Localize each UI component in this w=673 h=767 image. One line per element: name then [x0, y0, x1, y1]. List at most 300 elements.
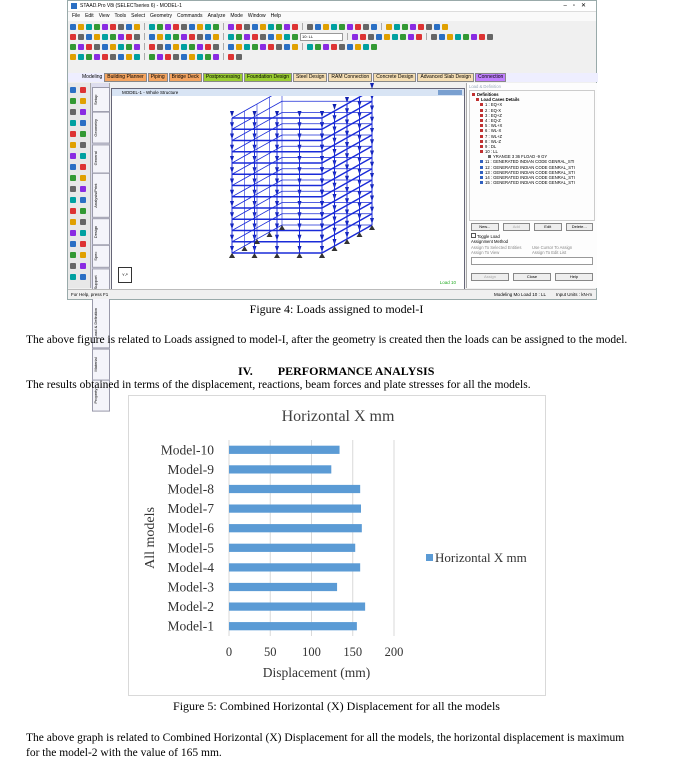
toolbar-tool-icon[interactable]: [228, 34, 234, 40]
left-tool-icon[interactable]: [80, 186, 86, 192]
toolbar-tool-icon[interactable]: [70, 34, 76, 40]
toolbar-tool-icon[interactable]: [118, 24, 124, 30]
toolbar-tool-icon[interactable]: [307, 44, 313, 50]
tree-node-icon: [480, 176, 483, 179]
page-control-tabs: [91, 83, 110, 404]
left-tool-icon[interactable]: [70, 164, 76, 170]
toolbar-tool-icon[interactable]: [94, 44, 100, 50]
tree-item-label: 13 : GENERATED INDIAN CODE GENRAL_STI: [485, 169, 575, 175]
left-tool-icon[interactable]: [80, 87, 86, 93]
load-arrow: [298, 111, 302, 117]
bar-model-6: [229, 524, 362, 532]
left-tool-icon[interactable]: [80, 219, 86, 225]
toolbar-tool-icon[interactable]: [213, 24, 219, 30]
toolbar-tool-icon[interactable]: [94, 54, 100, 60]
tree-node-icon: [480, 114, 483, 117]
toolbar-separator: [223, 23, 224, 30]
toolbar-tool-icon[interactable]: [292, 34, 298, 40]
assign-list-field[interactable]: [471, 257, 593, 265]
menu-item-window[interactable]: Window: [247, 13, 266, 19]
menu-item-edit[interactable]: Edit: [85, 13, 94, 19]
left-tool-icon[interactable]: [70, 208, 76, 214]
toolbar-tool-icon[interactable]: [86, 34, 92, 40]
toolbar-tool-icon[interactable]: [410, 24, 416, 30]
toolbar-tool-icon[interactable]: [347, 44, 353, 50]
workspace-tab[interactable]: Piping: [148, 73, 168, 82]
tree-item-label: 3 : EQ+Z: [485, 112, 502, 118]
workspace-tab[interactable]: RAM Connection: [328, 73, 372, 82]
left-tool-icon[interactable]: [70, 153, 76, 159]
toolbar-tool-icon[interactable]: [110, 24, 116, 30]
toolbar-tool-icon[interactable]: [252, 34, 258, 40]
workspace-tab[interactable]: Connection: [475, 73, 506, 82]
toolbar-tool-icon[interactable]: [284, 34, 290, 40]
toolbar-tool-icon[interactable]: [418, 24, 424, 30]
workspace-tab[interactable]: Postprocessing: [203, 73, 243, 82]
toolbar-tool-icon[interactable]: [331, 24, 337, 30]
legend-label: Horizontal X mm: [435, 550, 527, 565]
toolbar-tool-icon[interactable]: [276, 44, 282, 50]
menu-bar: [68, 12, 596, 21]
toolbar-tool-icon[interactable]: [431, 34, 437, 40]
section-heading: [238, 364, 434, 379]
y-tick-label: Model-7: [167, 501, 214, 517]
menu-item-commands[interactable]: Commands: [176, 13, 203, 19]
toolbar-tool-icon[interactable]: [355, 24, 361, 30]
toolbar-tool-icon[interactable]: [118, 54, 124, 60]
page-control-tab[interactable]: Analysis/Print: [92, 173, 110, 218]
toolbar-tool-icon[interactable]: [149, 44, 155, 50]
toolbar-separator: [223, 53, 224, 60]
tree-item-label: 4 : EQ-Z: [485, 117, 501, 123]
toolbar-tool-icon[interactable]: [94, 24, 100, 30]
toolbar-tool-icon[interactable]: [173, 54, 179, 60]
left-tool-icon[interactable]: [80, 263, 86, 269]
menu-item-view[interactable]: View: [98, 13, 110, 19]
toolbar-tool-icon[interactable]: [268, 24, 274, 30]
x-tick-label: 0: [225, 645, 233, 659]
toolbar-tool-icon[interactable]: [102, 54, 108, 60]
bar-model-3: [229, 583, 337, 591]
menu-item-file[interactable]: File: [72, 13, 81, 19]
toolbar-tool-icon[interactable]: [252, 44, 258, 50]
toolbar-tool-icon[interactable]: [213, 54, 219, 60]
toolbar-tool-icon[interactable]: [260, 44, 266, 50]
left-tool-icon[interactable]: [70, 175, 76, 181]
left-tool-icon[interactable]: [80, 142, 86, 148]
workspace-tabs: [68, 73, 598, 82]
toolbar-tool-icon[interactable]: [86, 44, 92, 50]
left-tool-icon[interactable]: [70, 109, 76, 115]
left-tool-icon[interactable]: [80, 131, 86, 137]
y-tick-label: Model-2: [167, 599, 214, 615]
modeling-label: Modeling: [82, 74, 103, 80]
toolbar-tool-icon[interactable]: [323, 44, 329, 50]
toolbar-tool-icon[interactable]: [439, 34, 445, 40]
page-control-tab[interactable]: Load & Definition: [92, 297, 110, 348]
toolbar-tool-icon[interactable]: [197, 44, 203, 50]
tree-node-icon: [480, 109, 483, 112]
toolbar-tool-icon[interactable]: [352, 34, 358, 40]
cursor-assign-option[interactable]: Use Cursor To Assign: [532, 245, 573, 250]
toolbar-tool-icon[interactable]: [236, 54, 242, 60]
page-control-tab[interactable]: Spec: [92, 245, 110, 268]
left-tool-icon[interactable]: [70, 120, 76, 126]
toolbar-tool-icon[interactable]: [244, 34, 250, 40]
left-tool-icon[interactable]: [80, 153, 86, 159]
tree-node-icon: [480, 181, 483, 184]
toolbar-tool-icon[interactable]: [268, 44, 274, 50]
toolbar-tool-icon[interactable]: [463, 34, 469, 40]
tree-node-icon: [480, 171, 483, 174]
toolbar-tool-icon[interactable]: [394, 24, 400, 30]
toolbar-tool-icon[interactable]: [70, 24, 76, 30]
left-tool-icon[interactable]: [70, 230, 76, 236]
toolbar-tool-icon[interactable]: [110, 44, 116, 50]
tree-button-row: [471, 223, 593, 231]
displacement-chart: [128, 395, 546, 696]
tree-node-icon: [472, 93, 475, 96]
toolbar-tool-icon[interactable]: [102, 44, 108, 50]
menu-item-select[interactable]: Select: [131, 13, 146, 19]
toolbar-tool-icon[interactable]: [181, 44, 187, 50]
toolbar-tool-icon[interactable]: [126, 44, 132, 50]
toolbar-tool-icon[interactable]: [157, 54, 163, 60]
toolbar-tool-icon[interactable]: [165, 44, 171, 50]
toolbar-separator: [302, 43, 303, 50]
toolbar-tool-icon[interactable]: [284, 44, 290, 50]
toolbar-tool-icon[interactable]: [149, 54, 155, 60]
toolbar-tool-icon[interactable]: [371, 44, 377, 50]
left-tool-icon[interactable]: [80, 274, 86, 280]
toolbar-tool-icon[interactable]: [315, 24, 321, 30]
toolbar-tool-icon[interactable]: [213, 44, 219, 50]
page-control-tab[interactable]: Property: [92, 380, 110, 412]
toolbar-tool-icon[interactable]: [268, 34, 274, 40]
toolbar-tool-icon[interactable]: [292, 24, 298, 30]
toolbar-tool-icon[interactable]: [392, 34, 398, 40]
status-help: For Help, press F1: [71, 292, 109, 297]
toolbar-tool-icon[interactable]: [416, 34, 422, 40]
workspace-tab[interactable]: Foundation Design: [244, 73, 292, 82]
toolbar-tool-icon[interactable]: [165, 34, 171, 40]
toolbar-tool-icon[interactable]: [339, 24, 345, 30]
toolbar-tool-icon[interactable]: [126, 24, 132, 30]
load-tree: [469, 90, 595, 221]
edit-list-option[interactable]: Assign To Edit List: [532, 250, 567, 255]
toolbar-tool-icon[interactable]: [228, 44, 234, 50]
toolbar-tool-icon[interactable]: [276, 34, 282, 40]
left-tool-icon[interactable]: [70, 98, 76, 104]
tree-node-icon: [480, 103, 483, 106]
toolbar-separator: [426, 33, 427, 40]
panel-button-add[interactable]: Add: [503, 223, 531, 231]
axis-triad-icon: Y↗: [118, 267, 132, 283]
toolbar-tool-icon[interactable]: [165, 24, 171, 30]
page-control-tab[interactable]: Material: [92, 349, 110, 381]
viewport-controls[interactable]: [438, 90, 462, 95]
toolbar-tool-icon[interactable]: [402, 24, 408, 30]
toolbar-tool-icon[interactable]: [181, 34, 187, 40]
toolbar-tool-icon[interactable]: [276, 24, 282, 30]
toolbar-tool-icon[interactable]: [110, 34, 116, 40]
toolbar-row: [70, 42, 594, 51]
left-tool-icon[interactable]: [80, 208, 86, 214]
y-tick-label: Model-3: [167, 579, 214, 595]
toolbar-tool-icon[interactable]: [157, 34, 163, 40]
toolbar-tool-icon[interactable]: [126, 54, 132, 60]
panel-button-delete[interactable]: Delete...: [566, 223, 594, 231]
toolbar-tool-icon[interactable]: [363, 44, 369, 50]
panel-button-close[interactable]: Close: [513, 273, 551, 281]
left-tool-icon[interactable]: [80, 98, 86, 104]
menu-item-geometry[interactable]: Geometry: [150, 13, 172, 19]
toolbar-tool-icon[interactable]: [434, 24, 440, 30]
toolbar-tool-icon[interactable]: [386, 24, 392, 30]
tree-item[interactable]: [472, 180, 592, 185]
page-control-tab[interactable]: Geometry: [92, 112, 110, 144]
toolbar-tool-icon[interactable]: [110, 54, 116, 60]
toolbar-tool-icon[interactable]: [371, 24, 377, 30]
toolbar-tool-icon[interactable]: [165, 54, 171, 60]
toolbar-tool-icon[interactable]: [205, 44, 211, 50]
toolbar-tool-icon[interactable]: [197, 34, 203, 40]
toolbar-tool-icon[interactable]: [181, 54, 187, 60]
tree-item-label: 15 : GENERATED INDIAN CODE GENRAL_STI: [485, 180, 575, 186]
toolbar-tool-icon[interactable]: [400, 34, 406, 40]
toolbar-tool-icon[interactable]: [197, 54, 203, 60]
toolbar-tool-icon[interactable]: [86, 24, 92, 30]
left-tool-icon[interactable]: [70, 131, 76, 137]
bar-model-4: [229, 563, 360, 571]
toolbar-tool-icon[interactable]: [376, 34, 382, 40]
toolbar-tool-icon[interactable]: [236, 24, 242, 30]
left-tool-icon[interactable]: [70, 241, 76, 247]
support-icon: [297, 253, 303, 258]
toolbar-tool-icon[interactable]: [244, 44, 250, 50]
toolbar-tool-icon[interactable]: [173, 34, 179, 40]
toolbar-tool-icon[interactable]: [118, 34, 124, 40]
toolbar-separator: [144, 23, 145, 30]
toolbar-tool-icon[interactable]: [157, 24, 163, 30]
toolbar-tool-icon[interactable]: [189, 54, 195, 60]
toolbar-tool-icon[interactable]: [78, 54, 84, 60]
toolbar-tool-icon[interactable]: [205, 24, 211, 30]
toolbar-tool-icon[interactable]: [149, 34, 155, 40]
toolbar-tool-icon[interactable]: [384, 34, 390, 40]
menu-item-help[interactable]: Help: [270, 13, 281, 19]
toolbar-tool-icon[interactable]: [86, 54, 92, 60]
left-tool-icon[interactable]: [70, 263, 76, 269]
toolbar-tool-icon[interactable]: [284, 24, 290, 30]
toolbar-tool-icon[interactable]: [102, 34, 108, 40]
tree-item-label: 5 : WL+X: [485, 123, 503, 129]
toolbar-tool-icon[interactable]: [173, 24, 179, 30]
toolbar-tool-icon[interactable]: [228, 54, 234, 60]
toolbar-tool-icon[interactable]: [78, 44, 84, 50]
x-tick-label: 150: [343, 645, 363, 659]
left-tool-icon[interactable]: [80, 109, 86, 115]
toolbar-tool-icon[interactable]: [355, 44, 361, 50]
toolbar-tool-icon[interactable]: [189, 34, 195, 40]
toolbar-tool-icon[interactable]: [323, 24, 329, 30]
toolbar-tool-icon[interactable]: [487, 34, 493, 40]
left-tool-icon[interactable]: [70, 186, 76, 192]
toolbar-tool-icon[interactable]: [70, 54, 76, 60]
toolbar-tool-icon[interactable]: [213, 34, 219, 40]
left-tool-icon[interactable]: [80, 164, 86, 170]
toolbar-tool-icon[interactable]: [102, 24, 108, 30]
toolbar-tool-icon[interactable]: [134, 24, 140, 30]
tree-item-label: YRANGE 3 36 FLOAD -9 GY: [493, 154, 548, 160]
toolbar-tool-icon[interactable]: [228, 24, 234, 30]
bar-model-5: [229, 544, 355, 552]
y-tick-label: Model-4: [167, 559, 214, 575]
y-tick-label: Model-9: [167, 461, 214, 477]
panel-button-edit[interactable]: Edit: [534, 223, 562, 231]
page-control-tab[interactable]: Design: [92, 218, 110, 245]
toolbar-tool-icon[interactable]: [339, 44, 345, 50]
toolbar-tool-icon[interactable]: [197, 24, 203, 30]
toolbar-tool-icon[interactable]: [70, 44, 76, 50]
toolbar-tool-icon[interactable]: [173, 44, 179, 50]
toolbar-tool-icon[interactable]: [149, 24, 155, 30]
panel-button-help[interactable]: Help: [555, 273, 593, 281]
menu-item-mode[interactable]: Mode: [230, 13, 243, 19]
page-control-tab[interactable]: Setup: [92, 87, 110, 112]
bar-model-1: [229, 622, 357, 630]
x-tick-label: 200: [384, 645, 404, 659]
toolbar-tool-icon[interactable]: [368, 34, 374, 40]
window-controls[interactable]: –▫✕: [563, 3, 592, 9]
toolbar-tool-icon[interactable]: [347, 24, 353, 30]
toolbar-tool-icon[interactable]: [134, 44, 140, 50]
toolbar-tool-icon[interactable]: [455, 34, 461, 40]
toolbar-separator: [144, 43, 145, 50]
tree-item-label: Definitions: [477, 92, 499, 97]
toolbar-tool-icon[interactable]: [134, 34, 140, 40]
page-control-tab[interactable]: Support: [92, 268, 110, 297]
tree-item-label: 8 : WL-Z: [485, 138, 502, 144]
left-tool-icon[interactable]: [80, 252, 86, 258]
y-tick-label: Model-1: [167, 618, 214, 634]
load-arrow: [320, 111, 324, 117]
load-arrow: [345, 97, 349, 103]
toolbar-tool-icon[interactable]: [315, 44, 321, 50]
tree-item-label: 14 : GENERATED INDIAN CODE GENRAL_STI: [485, 175, 575, 180]
left-tool-icon[interactable]: [80, 230, 86, 236]
toolbar-tool-icon[interactable]: [157, 44, 163, 50]
toolbar-tool-icon[interactable]: [471, 34, 477, 40]
structure-viewport[interactable]: [111, 88, 465, 290]
toolbar-separator: [144, 33, 145, 40]
toolbar-tool-icon[interactable]: [189, 24, 195, 30]
workspace-tab[interactable]: Concrete Design: [373, 73, 416, 82]
left-tool-icon[interactable]: [80, 241, 86, 247]
assign-view-option[interactable]: Assign To View: [471, 250, 500, 255]
window-title: STAAD.Pro V8i (SELECTseries 6) - MODEL-1: [80, 3, 182, 9]
viewport-title: MODEL-1 - Whole Structure: [122, 90, 179, 95]
toolbar-tool-icon[interactable]: [479, 34, 485, 40]
left-tool-icon[interactable]: [70, 197, 76, 203]
toolbar-separator: [223, 33, 224, 40]
toolbar-tool-icon[interactable]: [292, 44, 298, 50]
left-tool-icon[interactable]: [70, 219, 76, 225]
toolbar-tool-icon[interactable]: [447, 34, 453, 40]
toolbar-tool-icon[interactable]: [205, 54, 211, 60]
workspace-tab[interactable]: Bridge Deck: [169, 73, 202, 82]
support-icon: [319, 253, 325, 258]
left-tool-icon[interactable]: [80, 175, 86, 181]
toolbar-tool-icon[interactable]: [360, 34, 366, 40]
toolbar-tool-icon[interactable]: [363, 24, 369, 30]
chart-svg: [129, 396, 547, 697]
toolbar-tool-icon[interactable]: [307, 24, 313, 30]
left-tool-icon[interactable]: [80, 197, 86, 203]
toolbar-tool-icon[interactable]: [94, 34, 100, 40]
page-control-tab[interactable]: General: [92, 144, 110, 173]
tree-item-label: 12 : GENERATED INDIAN CODE GENRAL_STI: [485, 164, 575, 170]
panel-button-new[interactable]: New...: [471, 223, 499, 231]
toolbar-tool-icon[interactable]: [260, 34, 266, 40]
left-tool-icon[interactable]: [70, 87, 76, 93]
toolbar-tool-icon[interactable]: [78, 24, 84, 30]
left-tool-icon[interactable]: [70, 252, 76, 258]
left-tool-icon[interactable]: [70, 274, 76, 280]
x-axis-label: Displacement (mm): [262, 665, 371, 680]
toolbar-tool-icon[interactable]: [78, 34, 84, 40]
toolbar-tool-icon[interactable]: [134, 54, 140, 60]
tree-item-label: 2 : EQ-X: [485, 107, 502, 113]
toolbar-tool-icon[interactable]: [205, 34, 211, 40]
toolbar-tool-icon[interactable]: [181, 24, 187, 30]
toolbar-tool-icon[interactable]: [189, 44, 195, 50]
support-icon: [274, 253, 280, 258]
y-tick-label: Model-5: [167, 540, 214, 556]
toolbar-tool-icon[interactable]: [260, 24, 266, 30]
toolbar-tool-icon[interactable]: [236, 34, 242, 40]
toolbar-tool-icon[interactable]: [126, 34, 132, 40]
toolbar-tool-icon[interactable]: [442, 24, 448, 30]
tree-node-icon: [476, 98, 479, 101]
toolbar-tool-icon[interactable]: [252, 24, 258, 30]
toolbar-tool-icon[interactable]: [244, 24, 250, 30]
assign-selected-option[interactable]: Assign To Selected Entities: [471, 245, 522, 250]
status-bar: [68, 289, 596, 299]
toolbar-tool-icon[interactable]: [426, 24, 432, 30]
menu-item-tools[interactable]: Tools: [114, 13, 127, 19]
tree-node-icon: [480, 124, 483, 127]
toolbar-tool-icon[interactable]: [118, 44, 124, 50]
tree-item-label: 9 : DL: [485, 143, 497, 149]
left-tool-icon[interactable]: [80, 120, 86, 126]
panel-button-assign[interactable]: Assign: [471, 273, 509, 281]
tree-item-label: 10 : LL: [485, 149, 498, 155]
workspace-tab[interactable]: Steel Design: [293, 73, 327, 82]
toolbar-tool-icon[interactable]: [331, 44, 337, 50]
load-selector[interactable]: 10: LL: [300, 33, 343, 41]
tree-node-icon: [480, 119, 483, 122]
menu-item-analyze[interactable]: Analyze: [207, 13, 226, 19]
left-tool-icon[interactable]: [70, 142, 76, 148]
tree-node-icon: [480, 160, 483, 163]
x-tick-label: 50: [264, 645, 277, 659]
toolbar-tool-icon[interactable]: [408, 34, 414, 40]
workspace-tab[interactable]: Advanced Slab Design: [417, 73, 474, 82]
toolbar-separator: [144, 53, 145, 60]
toolbar-tool-icon[interactable]: [236, 44, 242, 50]
workspace-tab[interactable]: Building Planner: [104, 73, 146, 82]
